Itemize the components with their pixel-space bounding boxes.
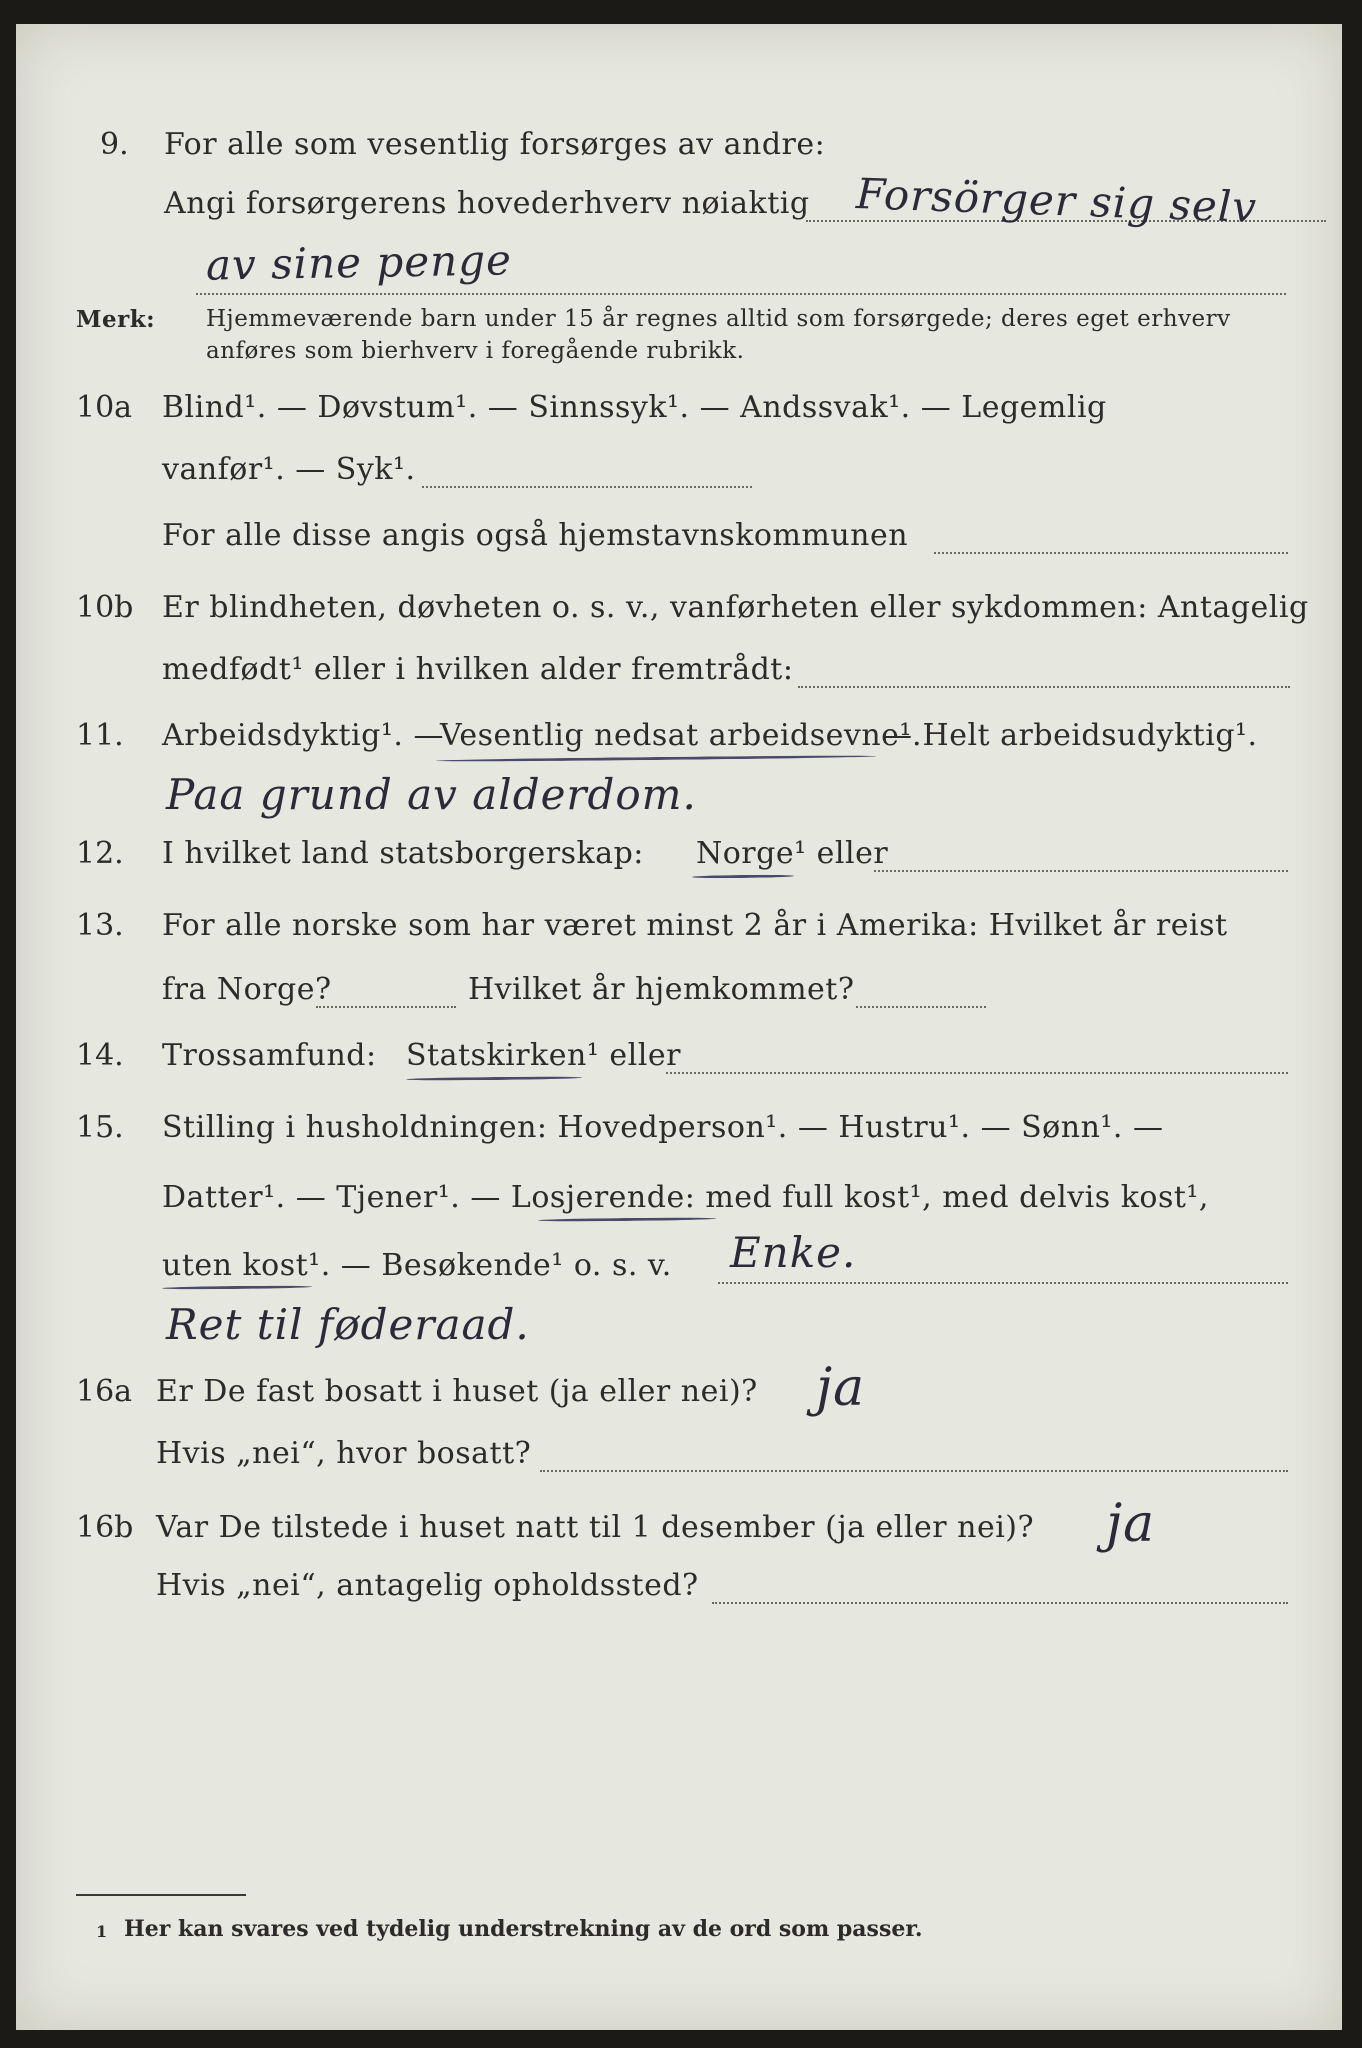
q15-line2: Datter¹. — Tjener¹. — Losjerende: med full kost¹, med delvis kost¹, <box>162 1180 1209 1215</box>
q10b-number: 10b <box>76 590 134 625</box>
q15-line3: uten kost¹. — Besøkende¹ o. s. v. <box>162 1248 672 1283</box>
q10a-number: 10a <box>76 390 133 425</box>
q9-handwritten-answer2: av sine penge <box>205 235 513 290</box>
q16b-line2: Hvis „nei“, antagelig opholdssted? <box>156 1568 699 1603</box>
q10a-dotted-line <box>422 486 752 488</box>
q9-number: 9. <box>100 127 129 162</box>
q10b-dotted-line <box>798 686 1290 688</box>
q12-text: I hvilket land statsborgerskap: <box>162 836 644 871</box>
q15-number: 15. <box>76 1110 124 1145</box>
q12-choice: Norge¹ eller <box>696 836 889 871</box>
q9-handwritten-answer1: Forsörger sig selv <box>855 169 1258 232</box>
q16b-number: 16b <box>76 1510 134 1545</box>
merk-line2: anføres som bierhverv i foregående rubrikk. <box>206 338 745 364</box>
census-form-page <box>16 24 1342 2030</box>
q13-line2b: Hvilket år hjemkommet? <box>468 972 855 1007</box>
q12-number: 12. <box>76 836 124 871</box>
q12-dotted-line <box>874 870 1288 872</box>
q11-number: 11. <box>76 718 124 753</box>
q11-part3: — Helt arbeidsudyktig¹. <box>882 718 1258 753</box>
q9-line1: For alle som vesentlig forsørges av andre: <box>164 127 826 162</box>
q12-underline <box>692 874 794 878</box>
q9-answer-line2 <box>196 293 1286 295</box>
footnote-text: Her kan svares ved tydelig understrekning av de ord som passer. <box>124 1916 923 1942</box>
q11-part1: Arbeidsdyktig¹. — <box>162 718 444 753</box>
footnote-mark: 1 <box>96 1922 108 1941</box>
q13-line1: For alle norske som har været minst 2 år i Amerika: Hvilket år reist <box>162 908 1228 943</box>
q14-text: Trossamfund: <box>162 1038 377 1073</box>
q10a-dotted-line2 <box>934 552 1288 554</box>
q13-number: 13. <box>76 908 124 943</box>
q15-handwritten-answer2: Ret til føderaad. <box>166 1300 530 1349</box>
q14-dotted-line <box>666 1072 1288 1074</box>
q14-choice: Statskirken¹ eller <box>406 1038 681 1073</box>
q16b-dotted-line <box>712 1602 1288 1604</box>
q9-line2: Angi forsørgerens hovederhverv nøiaktig <box>164 186 810 221</box>
q16a-line2: Hvis „nei“, hvor bosatt? <box>156 1436 532 1471</box>
q10b-line1: Er blindheten, døvheten o. s. v., vanførheten eller sykdommen: Antagelig <box>162 590 1309 625</box>
q15-handwritten-answer1: Enke. <box>730 1228 857 1277</box>
q16a-number: 16a <box>76 1374 133 1409</box>
q10b-line2: medfødt¹ eller i hvilken alder fremtrådt: <box>162 652 794 687</box>
merk-line1: Hjemmeværende barn under 15 år regnes alltid som forsørgede; deres eget erhverv <box>206 306 1231 332</box>
q16a-line1: Er De fast bosatt i huset (ja eller nei)? <box>156 1374 758 1409</box>
q16b-line1: Var De tilstede i huset natt til 1 desember (ja eller nei)? <box>156 1510 1035 1545</box>
q13-dotted-line2 <box>856 1006 986 1008</box>
q16a-handwritten-answer: ja <box>816 1358 866 1418</box>
q14-number: 14. <box>76 1038 124 1073</box>
q16a-dotted-line <box>540 1470 1288 1472</box>
q14-underline <box>406 1076 582 1081</box>
footnote-rule <box>76 1894 246 1896</box>
q10a-line2: vanfør¹. — Syk¹. <box>162 452 416 487</box>
q15-line1: Stilling i husholdningen: Hovedperson¹. — Hustru¹. — Sønn¹. — <box>162 1110 1164 1145</box>
q15-underline-losjerende <box>538 1217 716 1222</box>
q10a-line3: For alle disse angis også hjemstavnskommunen <box>162 518 909 553</box>
q13-dotted-line1 <box>316 1006 456 1008</box>
q11-part2-underlined: Vesentlig nedsat arbeidsevne¹. <box>440 718 922 753</box>
q11-handwritten-answer: Paa grund av alderdom. <box>166 770 697 819</box>
q16b-handwritten-answer: ja <box>1106 1494 1156 1554</box>
q11-underline <box>436 755 876 763</box>
q15-dotted-line <box>718 1282 1288 1284</box>
q15-underline-utenkost <box>162 1285 312 1290</box>
merk-label: Merk: <box>76 306 156 333</box>
q13-line2a: fra Norge? <box>162 972 332 1007</box>
q10a-line1: Blind¹. — Døvstum¹. — Sinnssyk¹. — Andssvak¹. — Legemlig <box>162 390 1107 425</box>
